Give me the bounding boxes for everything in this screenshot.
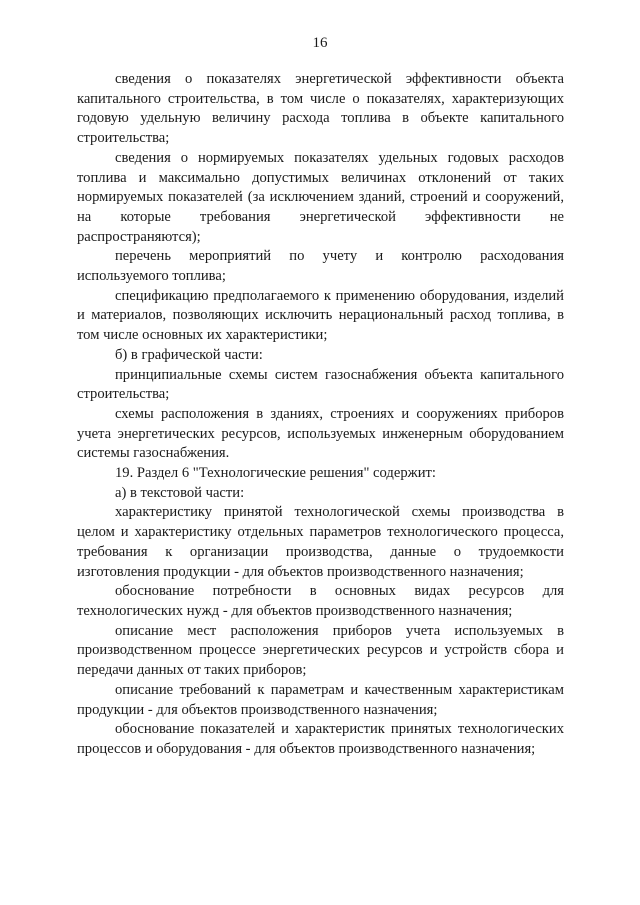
paragraph-normative-indicators: сведения о нормируемых показателях удельных годовых расходов топлива и максимально допустимых величинах отклонений от таких нормируемых показателей (за исключением зданий, строений и сооружений, на которые требования энергетической эффективности не распространяются); (77, 149, 564, 245)
page-number: 16 (312, 35, 328, 51)
paragraph-meter-location-schemes: схемы расположения в зданиях, строениях и сооружениях приборов учета энергетических ресурсов, используемых инженерным оборудованием системы газоснабжения. (77, 405, 564, 462)
paragraph-fuel-accounting-measures: перечень мероприятий по учету и контролю расходования используемого топлива; (77, 248, 564, 285)
paragraph-graphic-part: б) в графической части: (115, 346, 263, 363)
paragraph-section-6-heading: 19. Раздел 6 "Технологические решения" содержит: (115, 465, 436, 482)
paragraph-text-part: а) в текстовой части: (115, 484, 245, 501)
paragraph-energy-efficiency-info: сведения о показателях энергетической эффективности объекта капитального строительства, в том числе о показателях, характеризующих годовую удельную величину расхода топлива в объекте капитального строительства; (77, 71, 564, 147)
paragraph-product-requirements: описание требований к параметрам и качественным характеристикам продукции - для объектов производственного назначения; (77, 681, 564, 718)
document-body (77, 70, 564, 760)
paragraph-resource-needs: обоснование потребности в основных видах ресурсов для технологических нужд - для объектов производственного назначения; (77, 583, 564, 619)
paragraph-equipment-specification: спецификацию предполагаемого к применению оборудования, изделий и материалов, позволяющих исключить нерациональный расход топлива, в том числе основных их характеристики; (77, 287, 564, 344)
paragraph-meter-locations: описание мест расположения приборов учета используемых в производственном процессе энергетических ресурсов и устройств сбора и передачи данных от таких приборов; (77, 622, 564, 679)
paragraph-technological-scheme: характеристику принятой технологической схемы производства в целом и характеристику отдельных параметров технологического процесса, требования к организации производства, данные о трудоемкости изготовления продукции - для объектов производственного назначения; (77, 504, 564, 580)
paragraph-process-indicators: обоснование показателей и характеристик принятых технологических процессов и оборудования - для объектов производственного назначения; (77, 721, 564, 757)
paragraph-gas-supply-schemes: принципиальные схемы систем газоснабжения объекта капитального строительства; (77, 366, 564, 403)
